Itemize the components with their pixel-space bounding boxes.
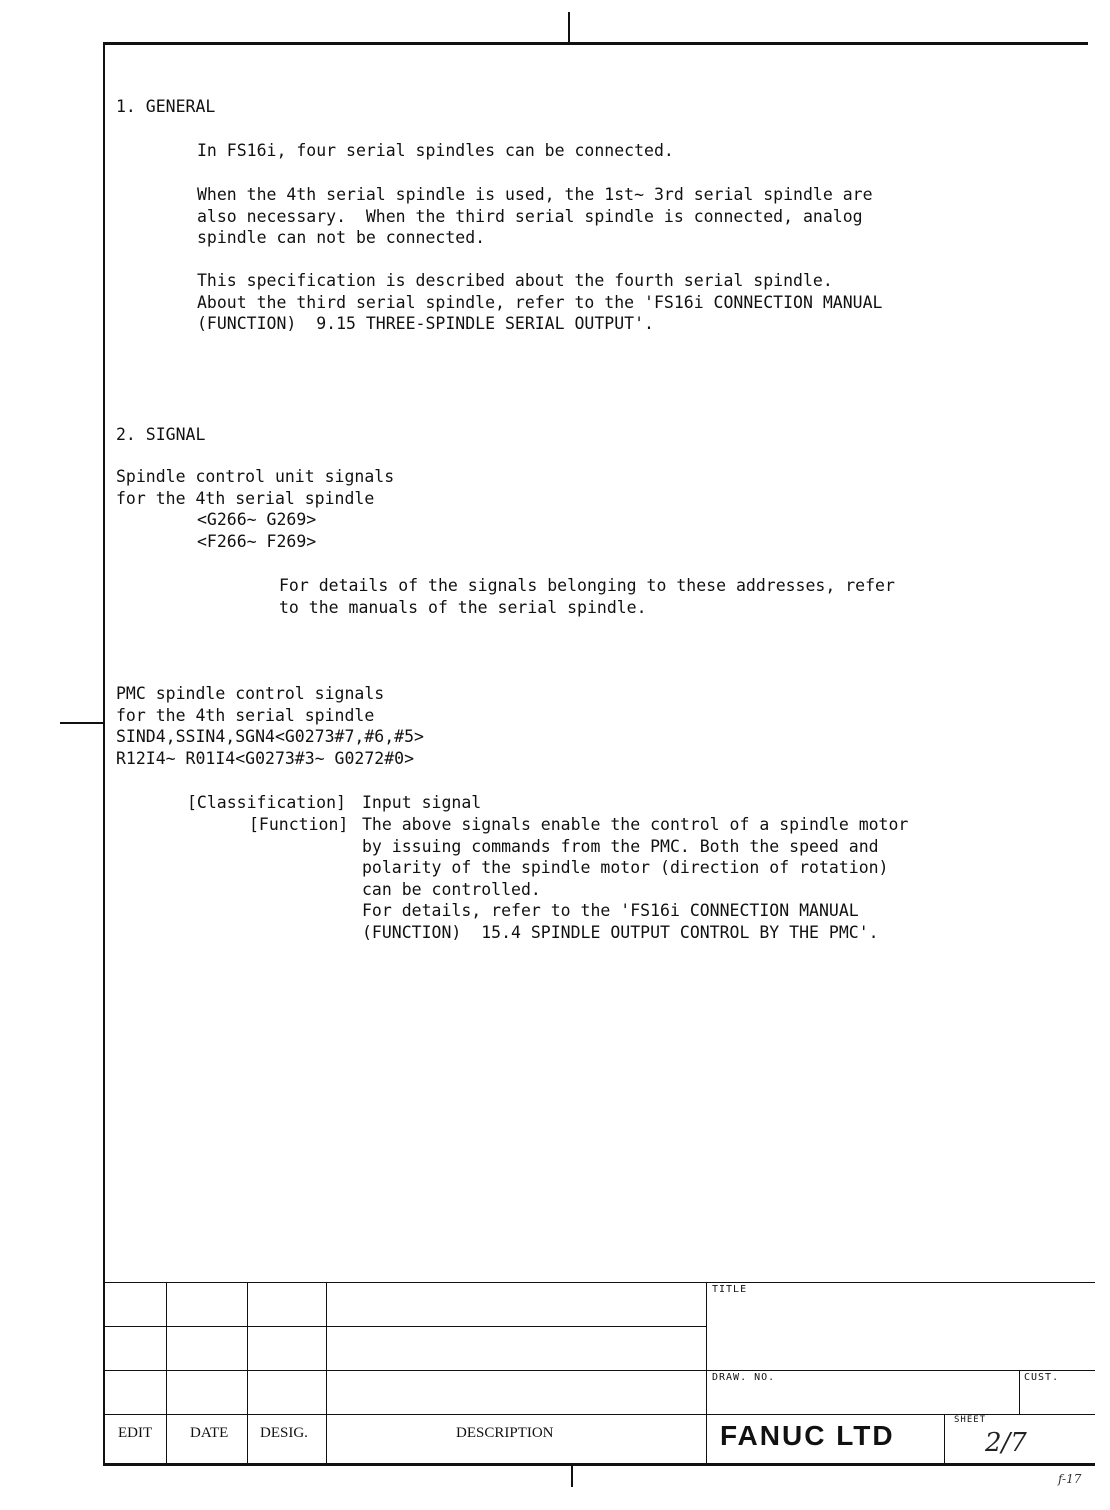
company-logo-text: FANUC LTD [720, 1420, 895, 1451]
text-line: to the manuals of the serial spindle. [279, 597, 647, 617]
description-column-label: DESCRIPTION [456, 1425, 554, 1441]
text-line: Spindle control unit signals [116, 467, 395, 486]
function-description [362, 814, 908, 943]
text-line: For details, refer to the 'FS16i CONNECTION MANUAL [362, 901, 859, 920]
draw-no-label: DRAW. NO. [712, 1372, 776, 1383]
tb-col-line-3 [326, 1282, 327, 1463]
text-line: R12I4~ R01I4<G0273#3~ G0272#0> [116, 748, 415, 768]
text-line: for the 4th serial spindle [116, 488, 375, 508]
text-line: can be controlled. [362, 879, 541, 899]
text-line: When the 4th serial spindle is used, the 1st~ 3rd serial spindle are [197, 185, 873, 204]
text-line: for the 4th serial spindle [116, 705, 375, 725]
general-paragraph-3 [197, 270, 882, 335]
desig-column-label: DESIG. [260, 1425, 308, 1441]
tb-top-line [105, 1282, 1095, 1283]
tb-row-line-3 [105, 1414, 1095, 1415]
frame-left-border [103, 42, 105, 1465]
text-line: SIND4,SSIN4,SGN4<G0273#7,#6,#5> [116, 727, 424, 746]
text-line: also necessary. When the third serial spindle is connected, analog [197, 206, 863, 226]
tb-col-line-4 [706, 1282, 707, 1463]
pmc-signals-title [116, 683, 424, 769]
unit-signal-addresses [197, 509, 316, 552]
sheet-number: 2/7 [985, 1428, 1027, 1458]
general-heading: 1. GENERAL [116, 97, 216, 116]
left-margin-tick [60, 722, 105, 724]
tb-row-line-2 [105, 1370, 1095, 1371]
date-column-label: DATE [190, 1425, 229, 1441]
signal-heading: 2. SIGNAL [116, 425, 206, 444]
text-line: <G266~ G269> [197, 510, 317, 529]
classification-label: [Classification] [187, 793, 346, 812]
tb-col-line-2 [247, 1282, 248, 1463]
title-label: TITLE [712, 1284, 748, 1295]
text-line: The above signals enable the control of a spindle motor [362, 815, 909, 834]
cust-label: CUST. [1024, 1372, 1060, 1383]
frame-top-border [103, 42, 1088, 45]
text-line: This specification is described about the fourth serial spindle. [197, 271, 833, 290]
frame-bottom-border [103, 1463, 1095, 1466]
text-line: spindle can not be connected. [197, 228, 486, 247]
function-label: [Function] [249, 815, 349, 834]
text-line: polarity of the spindle motor (direction of rotation) [362, 858, 889, 877]
text-line: About the third serial spindle, refer to the 'FS16i CONNECTION MANUAL [197, 292, 883, 312]
tb-col-line-1 [166, 1282, 167, 1463]
tb-col-sheet [944, 1414, 945, 1463]
classification-value: Input signal [362, 793, 482, 812]
unit-signal-note [279, 575, 895, 618]
corner-mark: f-17 [1058, 1472, 1082, 1486]
text-line: For details of the signals belonging to these addresses, refer [279, 576, 895, 595]
sheet-label: SHEET [954, 1415, 987, 1425]
tb-row-line-1 [105, 1326, 706, 1327]
general-paragraph-1: In FS16i, four serial spindles can be connected. [197, 141, 674, 160]
text-line: by issuing commands from the PMC. Both the speed and [362, 836, 879, 856]
top-center-tick [568, 12, 570, 42]
text-line: <F266~ F269> [197, 531, 317, 551]
general-paragraph-2 [197, 184, 873, 249]
unit-signals-title [116, 466, 394, 509]
bottom-center-tick [571, 1463, 573, 1487]
tb-col-cust [1019, 1370, 1020, 1414]
edit-column-label: EDIT [118, 1425, 153, 1441]
text-line: (FUNCTION) 9.15 THREE-SPINDLE SERIAL OUTPUT'. [197, 314, 654, 333]
text-line: PMC spindle control signals [116, 684, 385, 703]
text-line: (FUNCTION) 15.4 SPINDLE OUTPUT CONTROL BY THE PMC'. [362, 922, 879, 942]
